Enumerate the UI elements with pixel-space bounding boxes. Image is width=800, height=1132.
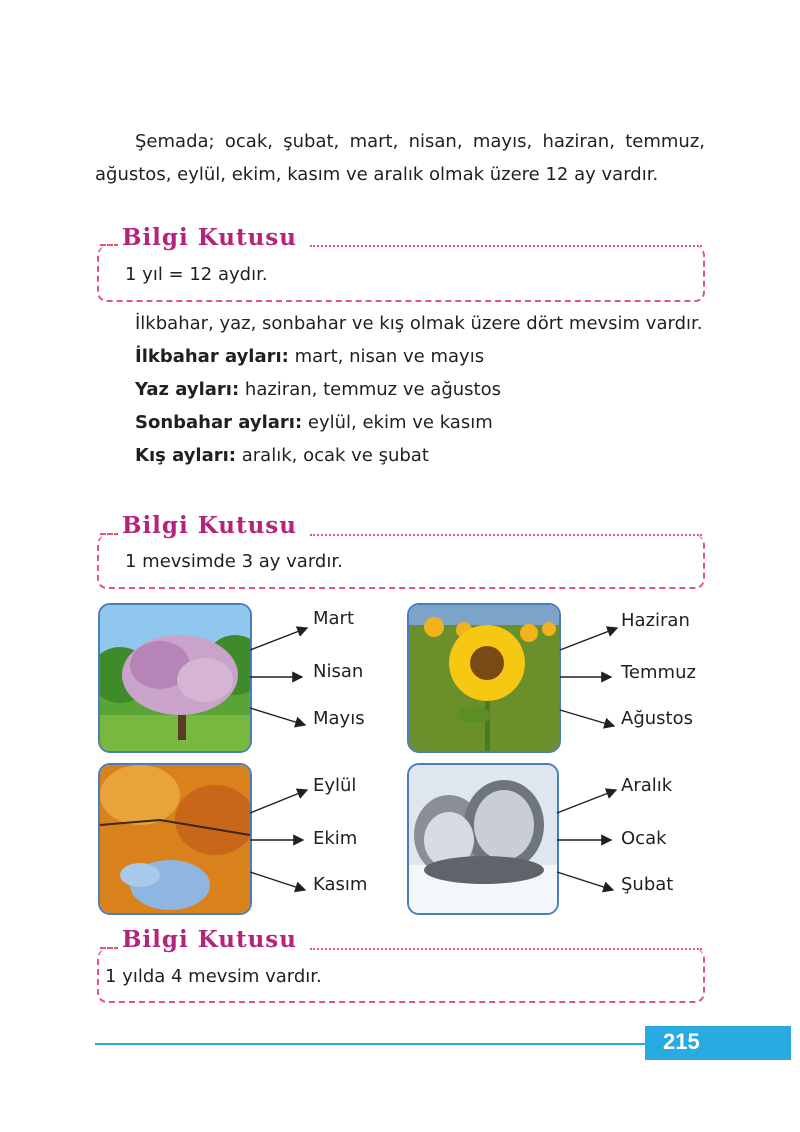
info-box-3-title: Bilgi Kutusu	[118, 926, 301, 953]
season-summer-months: haziran, temmuz ve ağustos	[244, 379, 501, 400]
month-label: Ocak	[621, 828, 667, 849]
month-label: Ağustos	[621, 708, 693, 729]
month-label: Mayıs	[313, 708, 365, 729]
info-box-2-title: Bilgi Kutusu	[118, 512, 301, 539]
seasons-intro: İlkbahar, yaz, sonbahar ve kış olmak üzere dört mevsim vardır.	[135, 313, 703, 334]
month-label: Ekim	[313, 828, 358, 849]
month-label: Temmuz	[621, 662, 696, 683]
page-number: 215	[663, 1029, 700, 1054]
page-footer-line	[95, 1043, 655, 1045]
month-label: Mart	[313, 608, 355, 629]
season-spring-label: İlkbahar ayları:	[135, 346, 289, 367]
info-box-1-text: 1 yıl = 12 aydır.	[125, 264, 268, 285]
season-autumn-months: eylül, ekim ve kasım	[307, 412, 493, 433]
month-label: Haziran	[621, 610, 690, 631]
season-autumn-label: Sonbahar ayları:	[135, 412, 303, 433]
month-label: Eylül	[313, 775, 357, 796]
month-label: Kasım	[313, 874, 368, 895]
season-spring-months: mart, nisan ve mayıs	[294, 346, 485, 367]
season-winter-label: Kış ayları:	[135, 445, 236, 466]
info-box-2-text: 1 mevsimde 3 ay vardır.	[125, 551, 343, 572]
info-box-3-text: 1 yılda 4 mevsim vardır.	[105, 966, 322, 987]
season-summer-label: Yaz ayları:	[135, 379, 240, 400]
month-label: Aralık	[621, 775, 673, 796]
info-box-1-title: Bilgi Kutusu	[118, 224, 301, 251]
month-label: Şubat	[621, 874, 674, 895]
season-winter-months: aralık, ocak ve şubat	[241, 445, 429, 466]
month-label: Nisan	[313, 661, 364, 682]
intro-paragraph: Şemada; ocak, şubat, mart, nisan, mayıs, haziran, temmuz, ağustos, eylül, ekim, kasım ve aralık olmak üzere 12 ay vardır.	[95, 131, 705, 185]
